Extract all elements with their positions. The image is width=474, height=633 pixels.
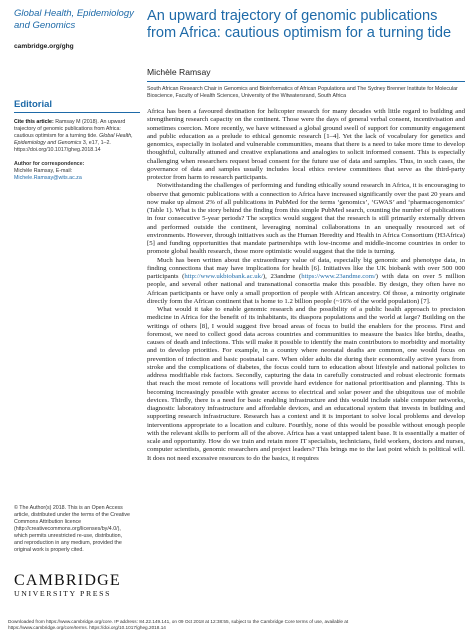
logo-line2: UNIVERSITY PRESS	[14, 589, 112, 598]
paragraph-3	[147, 257, 465, 307]
ukbiobank-link[interactable]: http://www.ukbiobank.ac.uk/	[184, 273, 263, 280]
journal-name-line2: and Genomics	[14, 20, 76, 31]
author-divider	[147, 81, 465, 82]
cite-label: Cite this article:	[14, 119, 54, 125]
corr-label: Author for correspondence:	[14, 161, 85, 167]
download-footer	[8, 619, 466, 631]
article	[147, 8, 465, 463]
footer-line2[interactable]: https://www.cambridge.org/core/terms. https://doi.org/10.1017/gheg.2018.14	[8, 625, 166, 630]
section-divider	[14, 112, 140, 113]
sidebar	[14, 8, 140, 50]
article-author: Michèle Ramsay	[147, 67, 211, 77]
corr-email-link[interactable]: Michele.Ramsay@wits.ac.za	[14, 175, 82, 181]
paragraph-3-text-a: Much has been written about the extraordinary value of data, especially big genomic and phenotype data, in finding connections that may have implications for health [6]. Initiatives like the UK biobank with over 500 000 participants (	[147, 256, 465, 280]
journal-name[interactable]	[14, 8, 140, 32]
author-affiliation: South African Research Chair in Genomics and Bioinformatics of African Populations and The Sydney Brenner Institute for Molecular Bioscience, Faculty of Health Sciences, University of the Witwatersrand, South Africa	[147, 86, 458, 99]
journal-name-line1: Global Health, Epidemiology	[14, 8, 134, 19]
citation-block	[14, 119, 134, 154]
paragraph-1: Africa has been a favoured destination for helicopter research for many decades with little regard to building and strengthening research capacity on the continent. Those were the days of general verbal consent, incentivisation and sometimes coercion. More recently, we have witnessed a global ground swell of support for community engagement and public education as a prelude to ethical genomic research [1–4]. Yet the lack of vocabulary for genetics and genomics, especially in isolated and vulnerable communities, means that there is a need to take more time to develop thoughtful, culturally attuned and creative explanations and analogies to solicit informed consent. This is especially challenging when researchers request broad consent for the future use of data and samples. Thus, in such cases, the governance of data and samples usually includes local ethics review committees that serve as the third-party protector from harm to research participants.	[147, 108, 465, 181]
journal-site-link[interactable]: cambridge.org/ghg	[14, 43, 74, 50]
license-text: © The Author(s) 2018. This is an Open Access article, distributed under the terms of the Creative Commons Attribution licence (http://creativecommons.org/licenses/by/4.0/), which permits unrestricted re-use, distribution, and reproduction in any medium, provided the original work is properly cited.	[14, 505, 130, 553]
paragraph-3-text-b: ), 23andme (	[262, 273, 302, 280]
footer-line1: Downloaded from https://www.cambridge.org/core. IP address: 84.22.149.141, on 09 Oct 2018 at 12:38:55, subject to the Cambridge Core terms of use, available at	[8, 619, 349, 624]
paragraph-2: Notwithstanding the challenges of performing and funding ethically sound research in Africa, it is encouraging to observe that genomic publications with a connection to Africa have increased significantly over the past 20 years and now make up almost 2% of all publications in PubMed for the terms ‘genomics’, ‘GWAS’ and ‘pharmacogenomics’ (Table 1). What is the story behind the finding from this simple PubMed search, counting the number of publications in four consecutive 5-year periods? The sceptics would suggest that the research is still primarily externally driven and performed outside the continent, leveraging nominal collaborations in an unequally resourced set of environments. However, through initiatives such as the Human Heredity and Health in Africa Consortium (H3Africa) [5] and funding opportunities that mandate partnerships with low-income and middle-income countries in order to promote global health research, those more optimistic would suggest that the tide is turning.	[147, 182, 465, 256]
paragraph-3-text-c: ) with data on over 5 million people, and several other national and transnational consortia make this possible. By design, they often have no African participants or have only a small proportion of people with African ancestry. Of those, a minority originate directly form the African continent that is home to 1.2 billion people (~16% of the world population) [7].	[147, 273, 465, 305]
paragraph-4: What would it take to enable genomic research and the possibility of a public health approach to precision medicine in Africa for the benefit of its inhabitants, its diaspora populations and the world at large? Building on the writings of others [8], I would suggest five broad areas of focus to build the enablers for the process. First and foremost, we need to collect good data across countries and communities to measure the basics like births, deaths, causes of death and infections. This will make it possible to identify the main contributors to morbidity and mortality and to develop priorities. For example, in a country where neonatal deaths are common, one would focus on prevention of infection and basic postnatal care. When older adults die during their economically active years from stroke and the complications of diabetes, the focus could turn to education about lifestyle and national policies to address modifiable risk factors. Secondly, capturing the data in carefully constructed and robust electronic formats that reach the most remote of locations will provide hard evidence for national prioritisation and planning. This is becoming increasingly possible with greater access to electrical and solar power and the ubiquitous use of mobile devices. Thirdly, there is a need for basic enabling infrastructure and this would include stable computer networks, diagnostic laboratory infrastructure and affordable devices, and an educational system that invests in building and supporting research infrastructure. Research has a context and it is important to solve local problems and develop interventions appropriate to a location and culture. Fourthly, none of this would be possible without enough people with the relevant skills to perform all of the above. Africa has a vast untapped talent base. It is essentially a matter of scale and opportunity. How do we train and retain more IT specialists, technicians, field workers, doctors and nurses, computer scientists, genomic researchers and project leaders? This brings me to the last point which is political will. It does not need excessive resources to do the basics, it requires	[147, 306, 465, 462]
article-body	[147, 108, 465, 463]
cite-doi[interactable]: 3, e17, 1–2. https://doi.org/10.1017/gheg.2018.14	[14, 140, 111, 153]
section-label: Editorial	[14, 99, 53, 110]
corr-name: Michèle Ramsay, E-mail:	[14, 168, 73, 174]
publisher-logo	[14, 573, 140, 599]
cite-journal: Global Health, Epidemiology and Genomics	[14, 133, 133, 146]
cite-text: Ramsay M (2018). An upward trajectory of genomic publications from Africa: cautious optimism for a turning tide.	[14, 119, 126, 139]
23andme-link[interactable]: https://www.23andme.com/	[301, 273, 376, 280]
logo-line1: CAMBRIDGE	[14, 572, 121, 589]
article-title: An upward trajectory of genomic publications from Africa: cautious optimism for a turning tide	[147, 8, 452, 41]
correspondence-block	[14, 161, 134, 182]
